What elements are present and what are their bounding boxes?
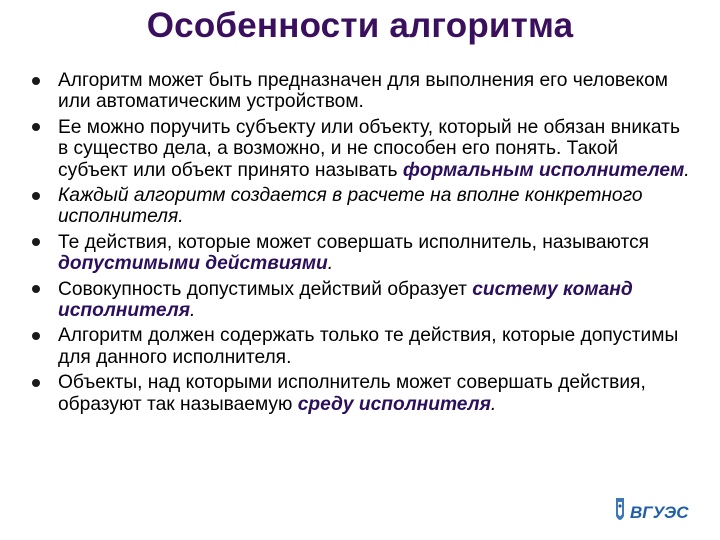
bullet-text: Алгоритм должен содержать только те действия, которые допустимы для данного исполнителя. — [58, 325, 679, 368]
bullet-dot-icon — [32, 238, 40, 246]
bullet-item — [30, 70, 690, 113]
bullet-dot-icon — [32, 77, 40, 85]
bullet-text: Ее можно поручить субъекту или объекту, который не обязан вникать в существо дела, а возможно, и не способен его понять. Такой субъект или объект принято называть — [58, 116, 680, 181]
bullet-list — [30, 70, 690, 419]
bullet-dot-icon — [32, 285, 40, 293]
bullet-item — [30, 185, 690, 228]
bullet-item — [30, 279, 690, 322]
bullet-tail: . — [490, 393, 497, 415]
bullet-tail: . — [684, 159, 690, 181]
key-term: среду исполнителя — [297, 393, 491, 415]
bullet-item — [30, 117, 690, 181]
university-emblem-icon — [616, 498, 624, 520]
bullet-dot-icon — [32, 123, 40, 131]
university-logo — [610, 494, 702, 528]
key-term: формальным исполнителем — [402, 159, 685, 181]
bullet-text: Те действия, которые может совершать исполнитель, называются — [58, 231, 650, 253]
key-term: допустимыми действиями — [58, 253, 328, 275]
bullet-tail: . — [327, 253, 334, 275]
bullet-dot-icon — [32, 379, 40, 387]
bullet-item — [30, 232, 690, 275]
slide-title: Особенности алгоритма — [146, 6, 574, 45]
bullet-text: Алгоритм может быть предназначен для выполнения его человеком или автоматическим устройством. — [58, 70, 668, 113]
bullet-item — [30, 372, 690, 415]
logo-text: ВГУЭС — [630, 503, 689, 522]
bullet-text: Объекты, над которыми исполнитель может совершать действия, образуют так называемую — [58, 372, 646, 415]
key-term: систему команд исполнителя — [58, 278, 633, 322]
bullet-text: Совокупность допустимых действий образует — [58, 278, 473, 300]
bullet-dot-icon — [32, 332, 40, 340]
bullet-tail: . — [190, 300, 196, 322]
bullet-text-italic: Каждый алгоритм создается в расчете на вполне конкретного исполнителя. — [58, 185, 643, 228]
bullet-item — [30, 325, 690, 368]
bullet-dot-icon — [32, 192, 40, 200]
